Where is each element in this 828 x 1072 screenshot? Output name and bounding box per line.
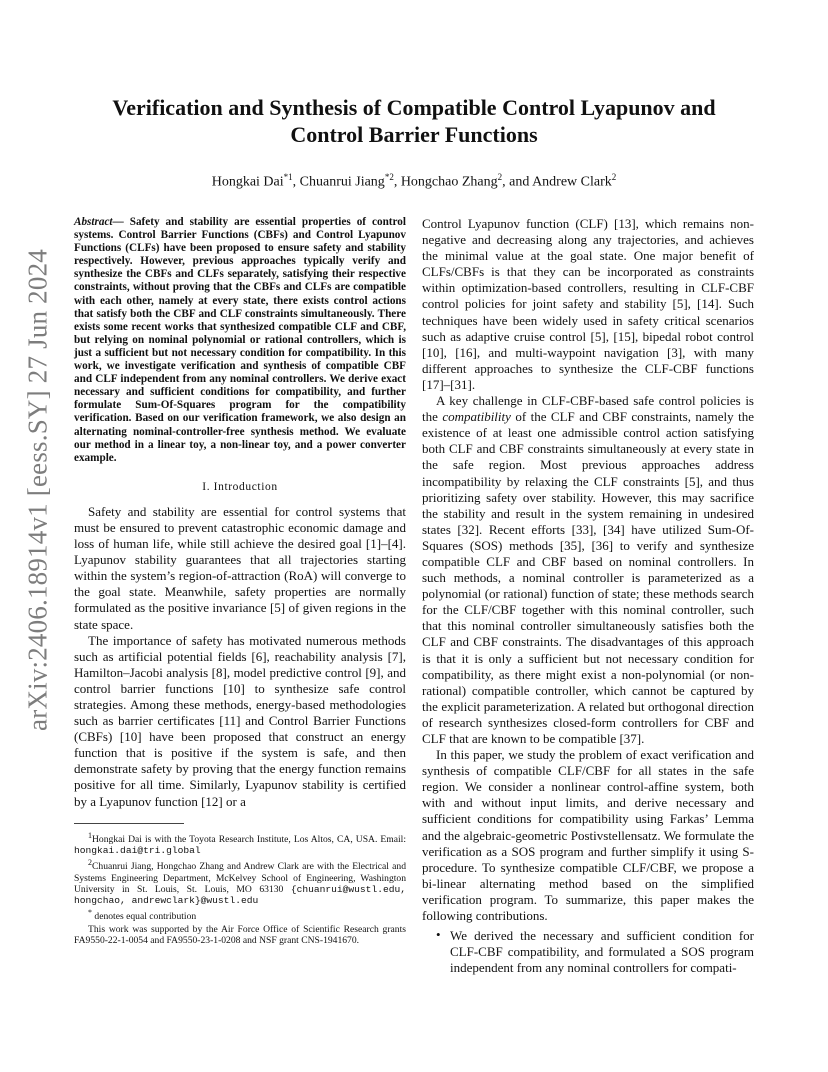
abstract-label: Abstract	[74, 216, 113, 228]
footnote-1	[74, 830, 406, 857]
footnote-3	[74, 907, 406, 922]
author-2-name: Chuanrui Jiang	[299, 174, 385, 190]
author-list: Hongkai Dai$^{*1}$, Chuanrui Jiang$^{*2}$, Hongchao Zhang$^2$, and Andrew Clark$^2$	[211, 172, 617, 190]
footnote-1-text: Hongkai Dai is with the Toyota Research Institute, Los Altos, CA, USA. Email:	[92, 833, 406, 845]
footnote-2-mark: 2	[88, 858, 92, 868]
right-paragraph-1: Control Lyapunov function (CLF) [13], which remains non-negative and decreasing along any trajectories, and achieves the minimal value at the goal state. One major benefit of CLFs/CBFs is that they can be incorporated as constraints within optimization-based controllers, resulting in CLF-CBF control policies for joint safety and stability [5], [14]. Such techniques have been widely used in safety critical scenarios such as adaptive cruise control [5], [15], bipedal robot control [10], [16], and multi-waypoint navigation [3], with many different approaches to synthesize the CLF-CBF functions [17]–[31].	[422, 216, 754, 392]
bullet-dot-icon: •	[436, 927, 441, 943]
abstract-text: — Safety and stability are essential properties of control systems. Control Barrier Functions (CBFs) and Control Lyapunov Functions (CLFs) have been proposed to ensure safety and stability respectively. However, previous approaches typically verify and synthesize the CBFs and CLFs separately, satisfying their respective constraints, without proving that the CBFs and CLFs are compatible with each other, namely at every state, there exists control actions that satisfy both the CBF and CLF constraints simultaneously. There exists some recent works that synthesized compatible CLF and CBF, but relying on nominal polynomial or rational controllers, which is just a sufficient but not necessary condition for compatibility. In this work, we investigate verification and synthesis of compatible CBF and CLF independent from any nominal controllers. We derive exact necessary and sufficient conditions for compatibility, and further formulate Sum-Of-Squares program for the compatibility verification. Based on our verification framework, we also design an alternating nominal-controller-free synthesis method. We evaluate our method in a linear toy, a non-linear toy, and a power converter example.	[74, 216, 406, 464]
right-paragraph-2	[422, 393, 754, 747]
intro-paragraph-2: The importance of safety has motivated numerous methods such as artificial potential fields [6], reachability analysis [7], Hamilton–Jacobi analysis [8], model predictive control [9], and control barrier functions [10] to synthesize safe control strategies. Among these methods, energy-based methodologies such as barrier certificates [11] and Control Barrier Functions (CBFs) [10] have been proposed that construct an energy function that is positive if the system is safe, and then demonstrate safety by proving that the energy function remains positive for all time. Similarly, Lyapunov stability is certified by a Lyapunov function [12] or a	[74, 632, 406, 809]
footnote-funding: This work was supported by the Air Force Office of Scientific Research grants FA9550-22-1-0054 and FA9550-23-1-0208 and NSF grant CNS-1941670.	[74, 923, 406, 946]
arxiv-stamp-text: arXiv:2406.18914v1 [eess.SY] 27 Jun 2024	[22, 249, 53, 731]
author-2-affil: *2	[384, 172, 394, 182]
footnote-3-text: denotes equal contribution	[92, 911, 197, 923]
footnote-3-mark: *	[88, 908, 92, 918]
author-4-affil: 2	[611, 172, 617, 182]
left-column	[74, 216, 406, 946]
footnote-divider	[74, 823, 184, 824]
footnote-2	[74, 857, 406, 906]
author-1-name: Hongkai Dai	[211, 174, 284, 190]
right-paragraph-2-pre: A key challenge in CLF-CBF-based safe control policies is the	[422, 393, 754, 425]
right-paragraph-2-post: of the CLF and CBF constraints, namely the existence of at least one admissible control action satisfying both CLF and CBF constraints simultaneously at every state in the safe region. Most previous approaches address incompatibility by relaxing the CLF constraints [5], and thus prioritizing safety over stability. However, this may sacrifice the stability and result in the system remaining in undesired states [32]. Recent efforts [33], [34] have utilized Sum-Of-Squares (SOS) methods [35], [36] to verify and synthesize compatible CLF and CBF based on nominal controllers. In such methods, a nominal controller is parameterized as a polynomial (or rational) function of state; these methods search for the CLF/CBF together with this nominal controller, such that this nominal controller simultaneously satisfies both the CLF and CBF constraints. The disadvantages of this approach is that it is only a sufficient but not necessary condition for compatibility, as there might exist a non-polynomial (or non-rational) compatible controller, which cannot be captured by the explicit parameterization. A related but orthogonal direction of research synthesizes closed-form controllers for CBF and CLF that are known to be compatible [37].	[422, 409, 754, 746]
author-1-affil: *1	[283, 172, 293, 182]
arxiv-stamp	[8, 230, 68, 750]
author-4-name: and Andrew Clark	[509, 174, 612, 190]
abstract	[74, 216, 406, 465]
contribution-bullet-1-text: We derived the necessary and sufficient condition for CLF-CBF compatibility, and formulated a SOS program independent from any nominal controllers for compati-	[450, 928, 754, 976]
footnote-1-mark: 1	[88, 830, 92, 840]
contribution-bullet-1	[422, 928, 754, 976]
compatibility-term: compatibility	[442, 409, 511, 425]
footnote-2-emails[interactable]: {chuanrui@wustl.edu, hongchao, andrewclark}@wustl.edu	[74, 883, 406, 907]
right-paragraph-3: In this paper, we study the problem of exact verification and synthesis of compatible CLF/CBF for all states in the safe region. We consider a nonlinear control-affine system, both with and without input limits, and derive necessary and sufficient conditions for compatibility using Farkas’ Lemma and the algebraic-geometric Postivstellensatz. We formulate the verification as a SOS program and further simplify it using S-procedure. To synthesize compatible CLF/CBF, we propose a bi-linear alternating method based on the simplified verification program. To summarize, this paper makes the following contributions.	[422, 747, 754, 924]
right-column	[422, 216, 754, 976]
footnote-1-email[interactable]: hongkai.dai@tri.global	[74, 845, 201, 857]
section-heading-introduction: I. Introduction	[202, 480, 278, 493]
intro-paragraph-1: Safety and stability are essential for control systems that must be ensured to prevent catastrophic economic damage and loss of human life, while still achieve the desired goal [1]–[4]. Lyapunov stability guarantees that all trajectories starting within the system’s region-of-attraction (RoA) will converge to the goal state. Meanwhile, safety properties are normally formulated as the positive invariance [5] of given regions in the state space.	[74, 503, 406, 632]
author-3-affil: 2	[497, 172, 503, 182]
author-3-name: Hongchao Zhang	[400, 174, 498, 190]
footnote-2-text: Chuanrui Jiang, Hongchao Zhang and Andrew Clark are with the Electrical and Systems Engineering Department, McKelvey School of Engineering, Washington University in St. Louis, St. Louis, MO 63130	[74, 861, 406, 895]
paper-title: Verification and Synthesis of Compatible Control Lyapunov and Control Barrier Functions	[112, 95, 716, 147]
